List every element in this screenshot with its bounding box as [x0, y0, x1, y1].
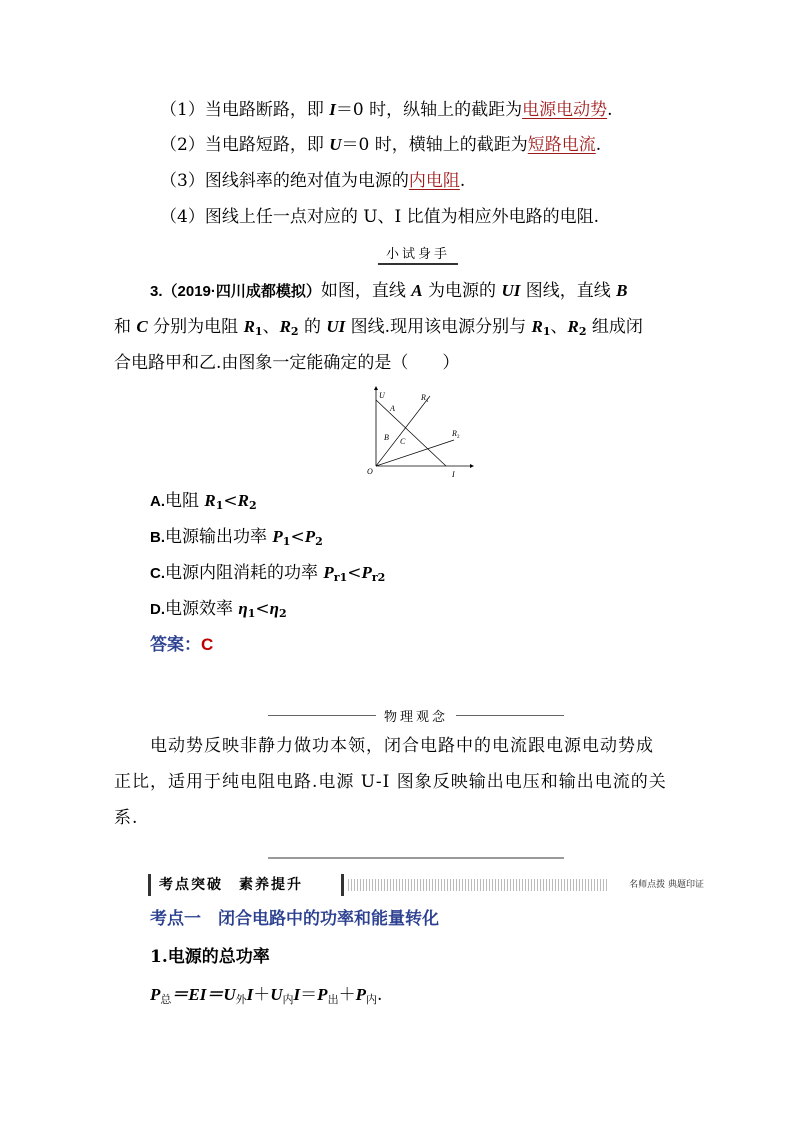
question-text: 组成闭: [586, 317, 643, 337]
answer-value: C: [201, 635, 214, 654]
highlight-answer: 内电阻: [408, 171, 460, 191]
item-3: [160, 169, 465, 193]
subscript: 总: [160, 993, 172, 1006]
section-header-bar: [148, 874, 704, 896]
variable: P: [150, 985, 161, 1004]
subscript: 2: [290, 325, 299, 338]
topic-title: 考点一 闭合电路中的功率和能量转化: [150, 909, 439, 929]
subscript: 2: [279, 607, 287, 620]
subscript: 2: [315, 535, 323, 548]
operator: <: [223, 491, 238, 511]
answer: [150, 633, 213, 657]
question-text: 如图，直线: [320, 281, 412, 301]
line-r1: [376, 396, 430, 466]
variable: P: [355, 985, 366, 1004]
variable: B: [616, 281, 628, 300]
variable: C: [136, 317, 148, 336]
option-text: 电阻: [165, 491, 205, 511]
variable: P: [272, 527, 283, 546]
item-text: 当电路短路，即: [204, 135, 330, 155]
item-number: （4）: [160, 207, 205, 227]
option-d: [150, 597, 287, 626]
label-r1-sub: 1: [426, 399, 429, 404]
question-text: 和: [114, 317, 137, 337]
variable: UI: [501, 281, 521, 300]
punct: .: [595, 135, 602, 155]
banner-title: 物理观念: [383, 710, 448, 725]
variable: U: [270, 985, 283, 1004]
operator: <: [290, 527, 305, 547]
subscript: 2: [249, 499, 257, 512]
item-text: 图线上任一点对应的 U、I 比值为相应外电路的电阻.: [204, 207, 600, 227]
label-i: I: [452, 470, 455, 479]
item-number: （1）: [160, 100, 205, 120]
question-text: 、: [262, 317, 280, 337]
item-2: [160, 133, 601, 157]
answer-label: 答案：: [150, 635, 201, 655]
variable: η: [269, 599, 279, 618]
variable: I: [329, 100, 336, 119]
variable: UI: [326, 317, 346, 336]
separator: [268, 857, 564, 859]
variable: P: [304, 527, 316, 546]
item-text: ＝0 时，纵轴上的截距为: [335, 100, 523, 120]
option-c: [150, 561, 385, 590]
decorative-stripe: [348, 879, 608, 891]
question-text: 图线，直线: [520, 281, 617, 301]
highlight-answer: 电源电动势: [522, 100, 608, 120]
subscript: r2: [371, 571, 386, 584]
banner-underline: [378, 263, 458, 265]
item-number: （3）: [160, 171, 205, 191]
variable: I: [293, 985, 301, 1004]
variable: P: [361, 563, 372, 582]
item-number: （2）: [160, 135, 205, 155]
option-letter: A.: [150, 493, 165, 510]
variable: I: [246, 985, 254, 1004]
item-1: [160, 98, 613, 122]
subscript: 1: [215, 499, 224, 512]
subscript: 1: [282, 535, 291, 548]
option-text: 电源效率: [165, 599, 239, 619]
label-b: B: [384, 433, 389, 442]
subscript: 出: [327, 993, 339, 1006]
question-text: 、: [550, 317, 568, 337]
option-b: [150, 525, 323, 554]
subscript: 内: [282, 993, 294, 1006]
question-text: 为电源的: [422, 281, 502, 301]
punct: .: [607, 100, 613, 120]
label-r2-sub: 2: [457, 435, 460, 440]
option-letter: D.: [150, 601, 165, 618]
subscript: 1: [254, 325, 263, 338]
question-number: 3.（2019·四川成都模拟）: [150, 283, 321, 300]
variable: R: [237, 491, 249, 510]
operator: <: [347, 563, 362, 583]
variable: A: [411, 281, 423, 300]
operator: ＋: [338, 985, 356, 1005]
label-a: A: [390, 404, 395, 413]
concept-line-3: 系.: [114, 808, 139, 828]
concept-line-2: 正比，适用于纯电阻电路.电源 U-I 图象反映输出电压和输出电流的关: [114, 772, 667, 792]
formula-text: ＝EI＝: [171, 985, 224, 1004]
punct: .: [459, 171, 466, 191]
variable: η: [238, 599, 248, 618]
operator: ＋: [253, 985, 271, 1005]
variable: U: [223, 985, 236, 1004]
section-right-label: 名师点拨 典题印证: [629, 880, 704, 890]
subscript: 内: [365, 993, 377, 1006]
subscript: r1: [333, 571, 348, 584]
label-r1: R: [421, 393, 426, 402]
variable: R: [204, 491, 216, 510]
subscript: 外: [235, 993, 247, 1006]
subscript: 1: [542, 325, 551, 338]
section-label: 考点突破 素养提升: [148, 874, 344, 896]
concept-banner: [268, 706, 564, 726]
variable: R: [279, 317, 291, 336]
label-u: U: [379, 391, 385, 400]
concept-line-1: 电动势反映非静力做功本领，闭合电路中的电流跟电源电动势成: [150, 736, 654, 756]
y-axis-arrow: [374, 386, 378, 390]
practice-banner: [378, 241, 458, 265]
question-text: 分别为电阻: [147, 317, 244, 337]
question-text: 图线.现用该电源分别与: [345, 317, 532, 337]
formula: [150, 983, 382, 1012]
banner-title: 小试身手: [385, 247, 450, 262]
variable: P: [323, 563, 334, 582]
variable: U: [329, 135, 342, 154]
punct: .: [376, 985, 383, 1005]
label-c: C: [400, 437, 406, 446]
question-text: 的: [298, 317, 327, 337]
option-text: 电源内阻消耗的功率: [165, 563, 324, 583]
item-text: ＝0 时，横轴上的截距为: [341, 135, 528, 155]
item-text: 当电路断路，即: [204, 100, 330, 120]
question-line-2: [114, 315, 643, 344]
variable: P: [317, 985, 328, 1004]
question-line-3: [114, 351, 459, 375]
subtitle: 1.电源的总功率: [150, 947, 270, 967]
label-r2: R: [452, 429, 457, 438]
option-text: 电源输出功率: [165, 527, 273, 547]
operator: <: [255, 599, 270, 619]
variable: R: [531, 317, 543, 336]
ui-graph-diagram: [364, 386, 474, 480]
x-axis-arrow: [470, 464, 474, 468]
question-text: 合电路甲和乙.由图象一定能确定的是（ ）: [114, 353, 460, 373]
option-a: [150, 489, 257, 518]
item-text: 图线斜率的绝对值为电源的: [204, 171, 409, 191]
option-letter: C.: [150, 565, 165, 582]
variable: R: [243, 317, 255, 336]
variable: R: [567, 317, 579, 336]
subscript: 2: [578, 325, 587, 338]
label-o: O: [367, 467, 373, 476]
question-line-1: [150, 279, 628, 304]
highlight-answer: 短路电流: [527, 135, 596, 155]
item-4: [160, 205, 599, 229]
option-letter: B.: [150, 529, 165, 546]
operator: ＝: [300, 985, 318, 1005]
subscript: 1: [247, 607, 256, 620]
